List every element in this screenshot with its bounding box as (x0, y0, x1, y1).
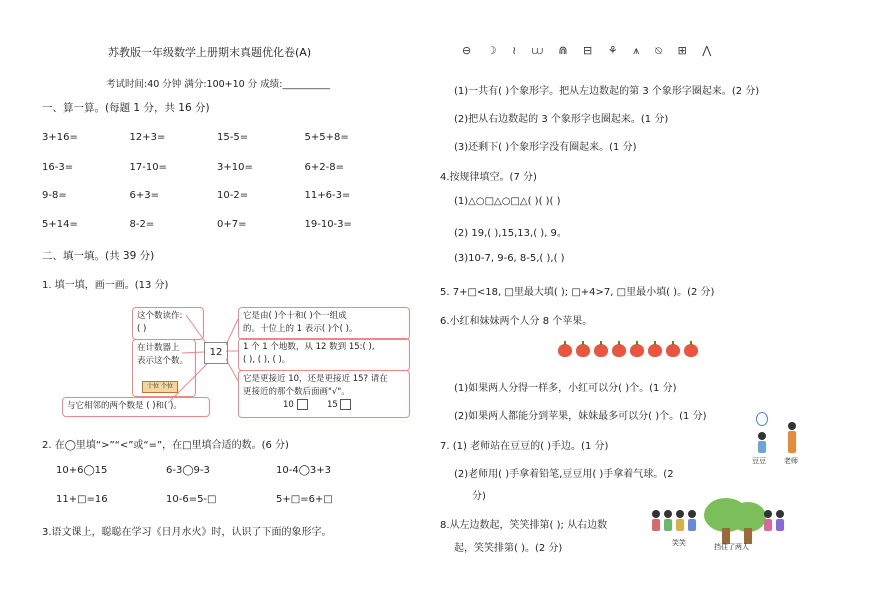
abacus-counter[interactable]: 十位 个位 (142, 381, 178, 393)
checkbox-15[interactable] (340, 399, 351, 410)
apple-icon (666, 344, 680, 357)
calc-item: 8-2= (129, 219, 155, 230)
q6-part: (1)如果两人分得一样多，小红可以分( )个。(1 分) (454, 383, 677, 394)
child-figure (776, 510, 784, 532)
q3-part: (2)把从右边数起的 3 个象形字也圈起来。(1 分) (454, 114, 669, 125)
compare-row (56, 465, 416, 476)
q4-part: (3)10-7, 9-6, 8-5,( ),( ) (454, 253, 565, 264)
calc-row (42, 219, 392, 230)
q7-part: 7. (1) 老师站在豆豆的( )手边。(1 分) (440, 441, 609, 452)
pictograph-row: ⊖ ☽ ≀ ⩊ ⋒ ⊟ ⚘ ⩚ ⦰ ⊞ ⋀ (462, 44, 718, 57)
compare-item: 5+□=6+□ (276, 494, 333, 505)
closer-line: 更接近的那个数后面画"√"。 (243, 387, 350, 397)
balloon-icon (756, 412, 768, 426)
calc-item: 16-3= (42, 162, 74, 173)
q4-part: (1)△○□△○□△( )( )( ) (454, 196, 561, 207)
closer-line: 它是更接近 10，还是更接近 15? 请在 (243, 374, 388, 384)
composition-line: 它是由( )个十和( )个一组成 (243, 311, 347, 321)
calc-item: 11+6-3= (304, 190, 351, 201)
counter-line: 在计数器上 (137, 343, 180, 353)
apple-icon (558, 344, 572, 357)
xiaoxiao-caption: 笑笑 (672, 539, 686, 547)
read-number-box (132, 307, 204, 340)
calc-item: 19-10-3= (304, 219, 352, 230)
q4-part: (2) 19,( ),15,13,( ), 9。 (454, 228, 567, 239)
q3-part: (3)还剩下( )个象形字没有圈起来。(1 分) (454, 142, 637, 153)
calc-row (42, 190, 392, 201)
counting-box (238, 338, 410, 371)
child-figure (664, 510, 672, 532)
q6-part: (2)如果两人都能分到苹果，妹妹最多可以分( )个。(1 分) (454, 411, 707, 422)
composition-line: 的。十位上的 1 表示( )个( )。 (243, 324, 358, 334)
calc-item: 5+14= (42, 219, 78, 230)
calc-item: 5+5+8= (304, 132, 349, 143)
teacher-caption: 老师 (784, 457, 798, 465)
compare-item: 10-6=5-□ (166, 494, 217, 505)
apple-row (558, 344, 698, 357)
number-mind-map (58, 305, 416, 421)
checkbox-10[interactable] (297, 399, 308, 410)
apple-icon (576, 344, 590, 357)
apple-icon (630, 344, 644, 357)
question-4-label: 4.按规律填空。(7 分) (440, 172, 537, 183)
hidden-caption: 挡住了两人 (714, 543, 749, 551)
read-blank: ( ) (137, 324, 147, 334)
calc-item: 10-2= (217, 190, 249, 201)
closer-box (238, 370, 410, 418)
question-1-label: 1. 填一填，画一画。(13 分) (42, 280, 169, 291)
q3-part: (1)一共有( )个象形字。把从左边数起的第 3 个象形字圈起来。(2 分) (454, 86, 760, 97)
center-number: 12 (204, 342, 228, 364)
children-line-illustration (652, 500, 786, 556)
exam-meta: 考试时间:40 分钟 满分:100+10 分 成绩:__________ (106, 79, 330, 90)
calc-item: 17-10= (129, 162, 167, 173)
q8-line: 8.从左边数起，笑笑排第( ); 从右边数 (440, 520, 608, 531)
calc-item: 3+16= (42, 132, 78, 143)
section1-heading: 一、算一算。(每题 1 分，共 16 分) (42, 102, 210, 114)
tree-icon (730, 502, 766, 544)
child-figure (676, 510, 684, 532)
apple-icon (612, 344, 626, 357)
counting-line: 1 个 1 个地数，从 12 数到 15:( ), (243, 342, 375, 352)
calc-item: 12+3= (129, 132, 166, 143)
teacher-child-illustration (752, 412, 810, 468)
calc-item: 3+10= (217, 162, 253, 173)
calc-item: 0+7= (217, 219, 247, 230)
compare-row (56, 494, 416, 505)
q7-part: 分) (472, 491, 486, 502)
compare-item: 11+□=16 (56, 494, 108, 505)
doudou-caption: 豆豆 (752, 457, 766, 465)
calc-row (42, 162, 392, 173)
child-figure (688, 510, 696, 532)
apple-icon (684, 344, 698, 357)
calc-item: 9-8= (42, 190, 67, 201)
calc-item: 6+2-8= (304, 162, 344, 173)
closer-option-10: 10 (283, 400, 294, 410)
section2-heading: 二、填一填。(共 39 分) (42, 250, 155, 262)
compare-item: 10+6◯15 (56, 465, 108, 476)
apple-icon (648, 344, 662, 357)
composition-box (238, 307, 410, 340)
question-6-label: 6.小红和妹妹两个人分 8 个苹果。 (440, 316, 593, 327)
q8-line: 起，笑笑排第( )。(2 分) (454, 543, 563, 554)
teacher-figure (788, 422, 796, 454)
question-3-label: 3.语文课上，聪聪在学习《日月水火》时，认识了下面的象形字。 (42, 527, 332, 538)
page-title: 苏教版一年级数学上册期末真题优化卷(A) (108, 46, 312, 59)
compare-item: 6-3◯9-3 (166, 465, 210, 476)
child-figure (764, 510, 772, 532)
child-figure (652, 510, 660, 532)
question-5: 5. 7+□<18, □里最大填( ); □+4>7, □里最小填( )。(2 分) (440, 287, 715, 298)
apple-icon (594, 344, 608, 357)
calc-item: 6+3= (129, 190, 159, 201)
counter-line: 表示这个数。 (137, 356, 189, 366)
calc-row (42, 132, 392, 143)
read-label: 这个数读作: (137, 311, 183, 321)
question-2-label: 2. 在◯里填“>”“<”或“=”，在□里填合适的数。(6 分) (42, 440, 289, 451)
counting-line: ( ), ( ), ( )。 (243, 355, 291, 365)
calc-item: 15-5= (217, 132, 249, 143)
compare-item: 10-4◯3+3 (276, 465, 331, 476)
closer-option-15: 15 (326, 400, 338, 410)
child-figure (758, 432, 766, 454)
q7-part: (2)老师用( )手拿着铅笔,豆豆用( )手拿着气球。(2 (454, 469, 674, 480)
neighbors-box: 与它相邻的两个数是 ( )和( )。 (62, 397, 210, 417)
